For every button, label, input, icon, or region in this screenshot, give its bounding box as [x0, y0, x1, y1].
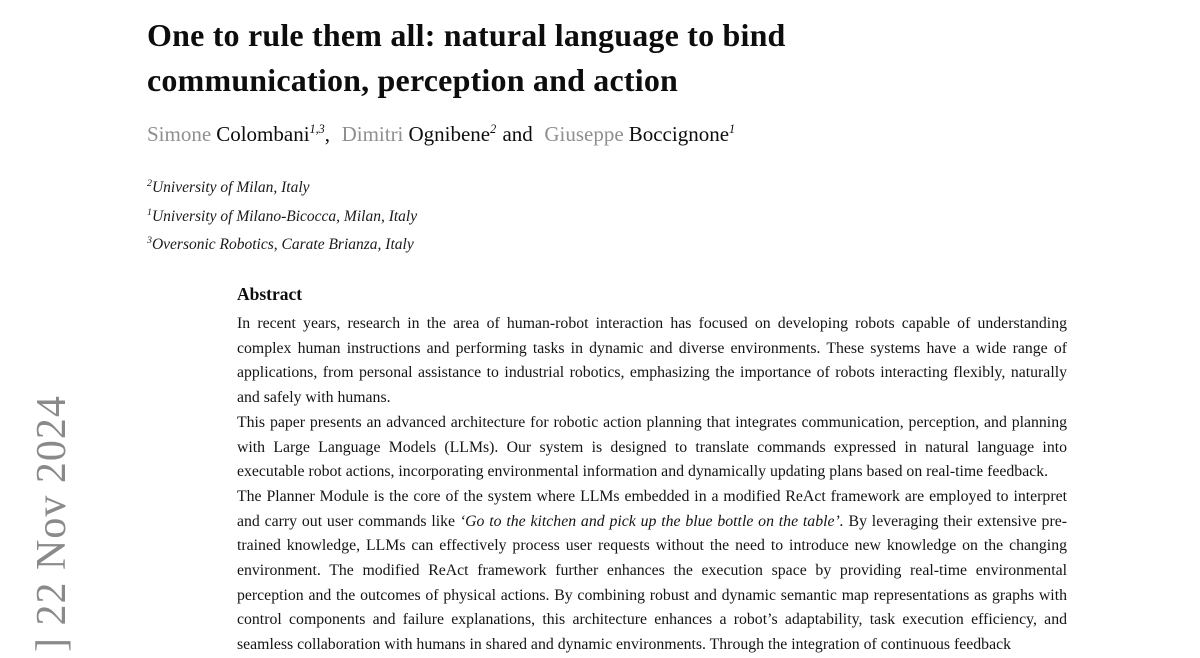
author-2	[342, 122, 533, 146]
author-1-first-name: Simone	[147, 122, 212, 146]
author-2-first-name: Dimitri	[341, 122, 404, 146]
affiliation-line-3	[147, 231, 417, 260]
abstract-paragraph-3-continuation: By leveraging their extensive pre-trained knowledge, LLMs can effectively process user requests without the need to introduce new knowledge on the changing environment. The modified ReAct framework further enhances the execution space by providing real-time environmental perception and the outcomes of physical actions. By combining robust and dynamic semantic map representations as graphs with control components and failure explanations, this architecture enhances a robot’s adaptability, task execution efficiency, and seamless collaboration with humans in shared and dynamic environments. Through the integration of continuous feedback	[237, 512, 1067, 654]
paper-title-line2: communication, perception and action	[147, 62, 679, 98]
affiliation-2-text: University of Milano-Bicocca, Milan, Italy	[151, 207, 418, 225]
abstract-example-command-quote: ‘Go to the kitchen and pick up the blue bottle on the table’.	[459, 512, 844, 530]
abstract-paragraph-3	[237, 485, 1067, 658]
author-separator: ,	[324, 122, 331, 146]
arxiv-date-banner	[28, 395, 76, 652]
affiliations	[147, 174, 417, 260]
abstract-paragraph-1: In recent years, research in the area of human-robot interaction has focused on developing robots capable of understanding complex human instructions and performing tasks in dynamic and diverse environments. These systems have a wide range of applications, from personal assistance to industrial robotics, emphasizing the importance of robots interacting flexibly, naturally and safely with humans.	[237, 315, 1067, 407]
author-separator: and	[502, 122, 533, 146]
author-1	[147, 122, 330, 146]
abstract-heading: Abstract	[237, 284, 303, 304]
author-1-last-name: Colombani	[216, 122, 310, 146]
affiliation-3-text: Oversonic Robotics, Carate Brianza, Italy	[151, 236, 414, 253]
arxiv-date-text: ] 22 Nov 2024	[29, 395, 75, 652]
affiliation-line-1	[147, 174, 417, 203]
author-1-affiliation-superscript: 1,3	[309, 122, 325, 136]
affiliation-2-superscript: 1	[147, 206, 152, 218]
paper-title	[147, 13, 786, 103]
author-2-last-name: Ognibene	[408, 122, 491, 146]
author-2-affiliation-superscript: 2	[490, 122, 497, 136]
author-3-first-name: Giuseppe	[544, 122, 624, 146]
paper-title-line1: One to rule them all: natural language to bind	[147, 17, 786, 53]
author-line	[147, 122, 735, 147]
abstract-paragraph-3-text: The Planner Module is the core of the system where LLMs embedded in a modified ReAct framework are employed to interpret and carry out user commands like	[237, 487, 1067, 530]
author-3-last-name: Boccignone	[628, 122, 730, 146]
abstract-section	[237, 284, 1067, 658]
author-3-affiliation-superscript: 1	[729, 122, 736, 136]
affiliation-3-superscript: 3	[147, 234, 152, 246]
author-3	[544, 122, 735, 146]
affiliation-1-superscript: 2	[147, 177, 152, 189]
affiliation-1-text: University of Milan, Italy	[151, 179, 310, 196]
affiliation-line-2	[147, 203, 417, 232]
abstract-paragraph-2: This paper presents an advanced architecture for robotic action planning that integrates communication, perception, and planning with Large Language Models (LLMs). Our system is designed to translate commands expressed in natural language into executable robot actions, incorporating environmental information and dynamically updating plans based on real-time feedback.	[237, 413, 1067, 481]
